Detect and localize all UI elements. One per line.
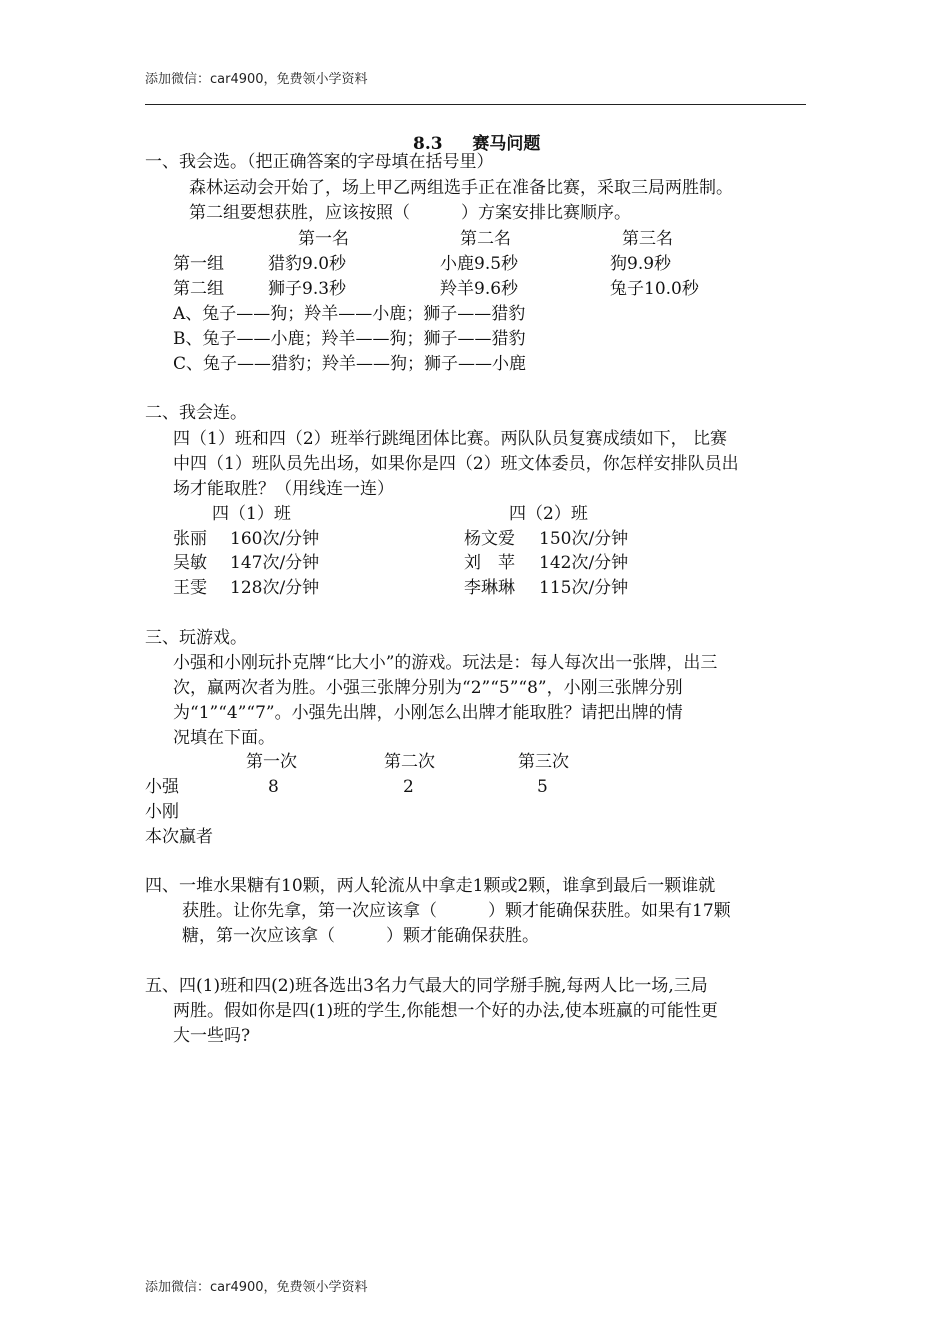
q1-option-a: A、兔子——狗；羚羊——小鹿；狮子——猎豹	[173, 304, 526, 324]
q3-row-label: 小强	[145, 777, 179, 797]
q3-col-header: 第二次	[384, 752, 435, 772]
q4-text-line: 获胜。让你先拿，第一次应该拿（ ）颗才能确保获胜。如果有17颗	[182, 901, 731, 921]
q3-row-label: 本次赢者	[145, 827, 213, 847]
q1-cell: 羚羊9.6秒	[440, 279, 519, 299]
q1-group-label: 第二组	[173, 279, 224, 299]
q1-intro-1: 森林运动会开始了，场上甲乙两组选手正在准备比赛，采取三局两胜制。	[189, 178, 733, 198]
q3-heading: 三、玩游戏。	[145, 628, 247, 648]
q2-class1-name: 吴敏	[173, 553, 207, 573]
header-rule	[145, 104, 806, 105]
q5-text-line: 两胜。假如你是四(1)班的学生,你能想一个好的办法,使本班赢的可能性更	[173, 1001, 718, 1021]
q2-class2-score: 142次/分钟	[539, 553, 629, 573]
q3-row-label: 小刚	[145, 802, 179, 822]
q1-option-b: B、兔子——小鹿；羚羊——狗；狮子——猎豹	[173, 329, 526, 349]
q1-cell: 兔子10.0秒	[610, 279, 699, 299]
q3-col-header: 第三次	[518, 752, 569, 772]
q2-class2-label: 四（2）班	[509, 504, 588, 524]
q1-cell: 狮子9.3秒	[268, 279, 347, 299]
q2-class2-name: 刘 苹	[464, 553, 515, 573]
q1-heading: 一、我会选。（把正确答案的字母填在括号里）	[145, 152, 494, 172]
q3-col-header: 第一次	[246, 752, 297, 772]
q2-text-line: 中四（1）班队员先出场，如果你是四（2）班文体委员，你怎样安排队员出	[173, 454, 739, 474]
q2-class2-name: 杨文爱	[464, 529, 515, 549]
q1-intro-2: 第二组要想获胜，应该按照（ ）方案安排比赛顺序。	[189, 203, 631, 223]
q2-class1-label: 四（1）班	[212, 504, 291, 524]
q1-cell: 狗9.9秒	[610, 254, 672, 274]
q2-class1-name: 王雯	[173, 578, 207, 598]
q3-text-line: 次，赢两次者为胜。小强三张牌分别为“2”“5”“8”，小刚三张牌分别	[173, 678, 683, 698]
q1-group-label: 第一组	[173, 254, 224, 274]
q3-card-value: 8	[268, 777, 279, 797]
title-name: 赛马问题	[472, 134, 541, 154]
q1-cell: 猎豹9.0秒	[268, 254, 347, 274]
q2-class1-score: 128次/分钟	[230, 578, 320, 598]
q2-text-line: 场才能取胜？（用线连一连）	[173, 479, 394, 499]
q1-cell: 小鹿9.5秒	[440, 254, 519, 274]
q2-class1-score: 160次/分钟	[230, 529, 320, 549]
q3-text-line: 小强和小刚玩扑克牌“比大小”的游戏。玩法是：每人每次出一张牌，出三	[173, 653, 718, 673]
q5-text-line: 五、四(1)班和四(2)班各选出3名力气最大的同学掰手腕,每两人比一场,三局	[145, 976, 708, 996]
q3-card-value: 2	[403, 777, 414, 797]
q2-text-line: 四（1）班和四（2）班举行跳绳团体比赛。两队队员复赛成绩如下， 比赛	[173, 429, 728, 449]
q4-text-line: 糖，第一次应该拿（ ）颗才能确保获胜。	[182, 926, 539, 946]
q1-option-c: C、兔子——猎豹；羚羊——狗；狮子——小鹿	[173, 354, 527, 374]
q2-class2-score: 150次/分钟	[539, 529, 629, 549]
q2-class1-score: 147次/分钟	[230, 553, 320, 573]
q1-col-header: 第二名	[460, 229, 511, 249]
q3-card-value: 5	[537, 777, 548, 797]
q2-class1-name: 张丽	[173, 529, 207, 549]
q5-text-line: 大一些吗?	[173, 1026, 251, 1046]
q2-class2-score: 115次/分钟	[539, 578, 629, 598]
title-number: 8.3	[413, 134, 443, 154]
q1-col-header: 第一名	[298, 229, 349, 249]
q2-heading: 二、我会连。	[145, 403, 247, 423]
q3-text-line: 况填在下面。	[173, 728, 275, 748]
q4-text-line: 四、一堆水果糖有10颗，两人轮流从中拿走1颗或2颗，谁拿到最后一颗谁就	[145, 876, 716, 896]
q2-class2-name: 李琳琳	[464, 578, 515, 598]
q3-text-line: 为“1”“4”“7”。小强先出牌，小刚怎么出牌才能取胜？请把出牌的情	[173, 703, 683, 723]
q1-col-header: 第三名	[622, 229, 673, 249]
page-header: 添加微信：car4900，免费领小学资料	[145, 72, 368, 87]
page-footer: 添加微信：car4900，免费领小学资料	[145, 1280, 368, 1295]
